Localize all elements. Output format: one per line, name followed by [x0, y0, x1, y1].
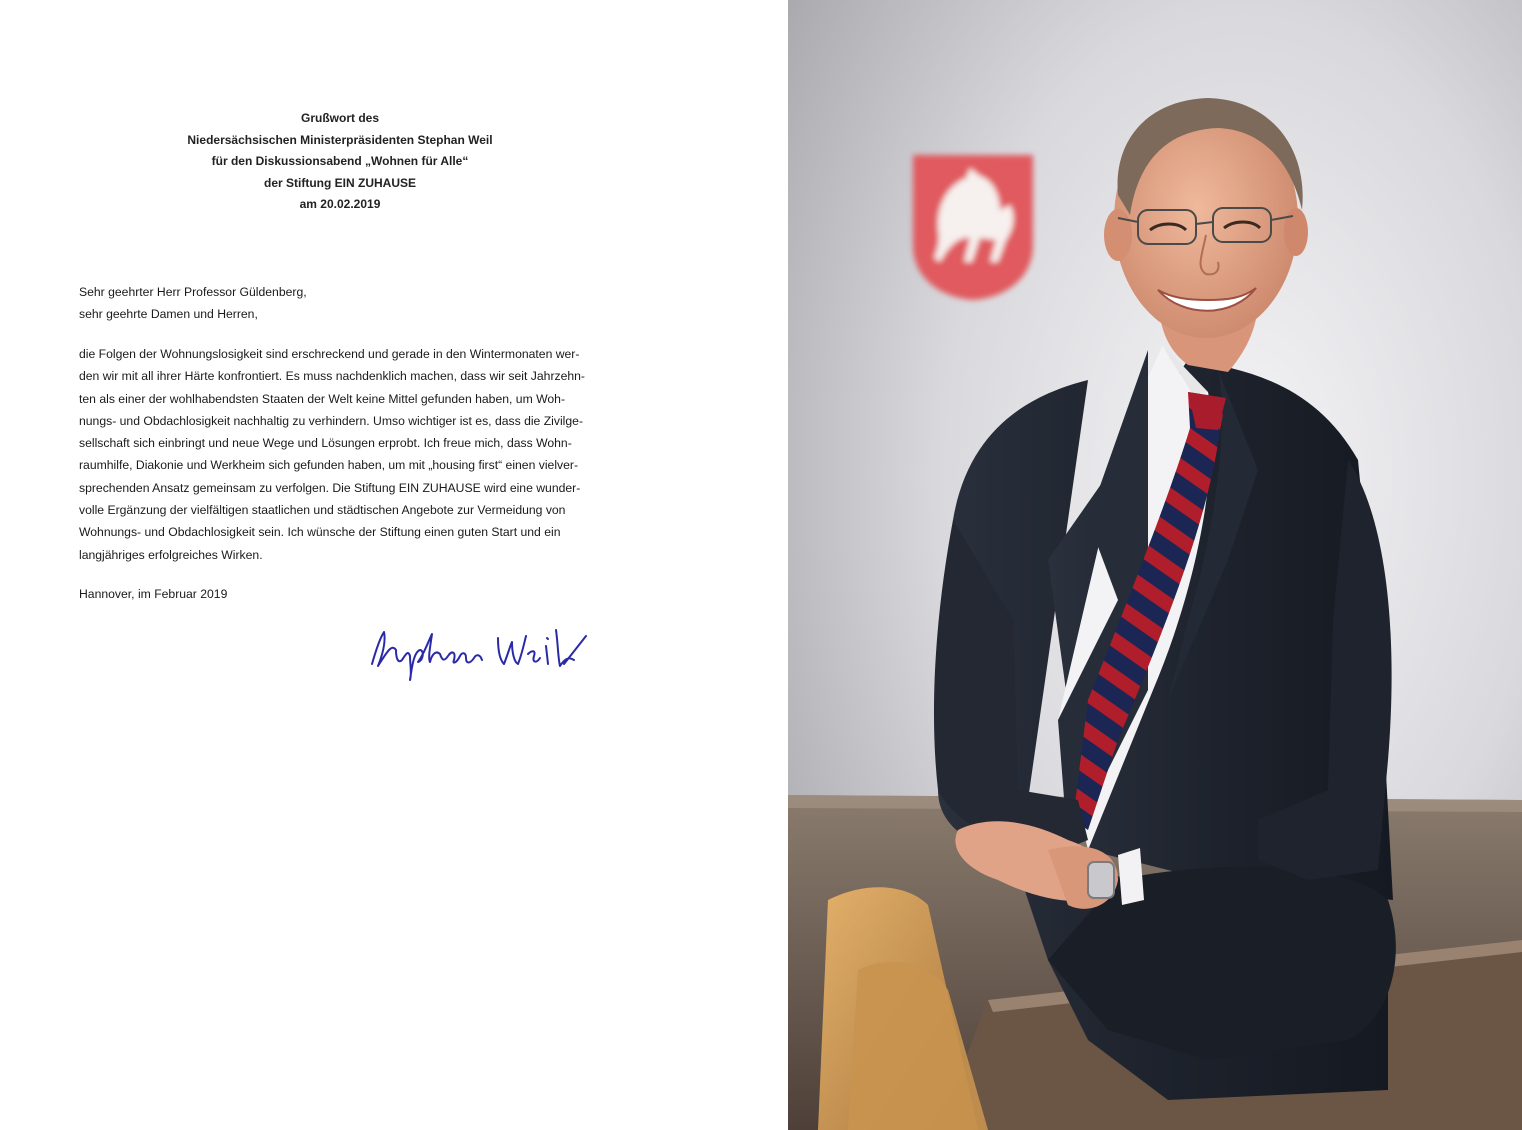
body-line: sprechenden Ansatz gemeinsam zu verfolgen. Die Stiftung EIN ZUHAUSE wird eine wunder-: [79, 480, 581, 495]
body-line: Wohnungs- und Obdachlosigkeit sein. Ich wünsche der Stiftung einen guten Start und ein: [79, 525, 561, 540]
coat-of-arms-icon: [913, 155, 1033, 300]
body-line: volle Ergänzung der vielfältigen staatlichen und städtischen Angebote zur Vermeidung von: [79, 503, 566, 518]
body-line: nungs- und Obdachlosigkeit nachhaltig zu verhindern. Umso wichtiger ist es, dass die Zivilge-: [79, 413, 584, 428]
salutation-line-2: sehr geehrte Damen und Herren,: [79, 306, 258, 321]
place-date: Hannover, im Februar 2019: [79, 587, 228, 601]
salutation-line-1: Sehr geehrter Herr Professor Güldenberg,: [79, 285, 307, 299]
portrait-photo: [788, 0, 1522, 1130]
heading-line-1: Grußwort des: [300, 111, 379, 125]
body-line: sellschaft sich einbringt und neue Wege und Lösungen erprobt. Ich freue mich, dass Wohn-: [79, 436, 572, 451]
heading-line-2: Niedersächsischen Ministerpräsidenten Stephan Weil: [187, 132, 493, 147]
body-line: die Folgen der Wohnungslosigkeit sind erschreckend und gerade in den Wintermonaten wer-: [79, 347, 580, 361]
body-line: langjähriges erfolgreiches Wirken.: [79, 547, 263, 562]
salutation: [79, 282, 307, 325]
letter-body: [79, 343, 604, 566]
body-line: ten als einer der wohlhabendsten Staaten der Welt keine Mittel gefunden haben, um Woh-: [79, 391, 565, 406]
letter-heading: [60, 108, 620, 216]
heading-line-4: der Stiftung EIN ZUHAUSE: [264, 175, 416, 190]
handwritten-signature: [366, 620, 592, 682]
heading-line-3: für den Diskussionsabend „Wohnen für Alle“: [211, 154, 469, 169]
body-line: raumhilfe, Diakonie und Werkheim sich gefunden haben, um mit „housing first“ einen vielver-: [79, 458, 579, 473]
heading-line-5: am 20.02.2019: [299, 197, 381, 212]
body-line: den wir mit all ihrer Härte konfrontiert. Es muss nachdenklich machen, dass wir seit Jahrzehn-: [79, 369, 585, 384]
portrait-illustration: [788, 0, 1522, 1130]
